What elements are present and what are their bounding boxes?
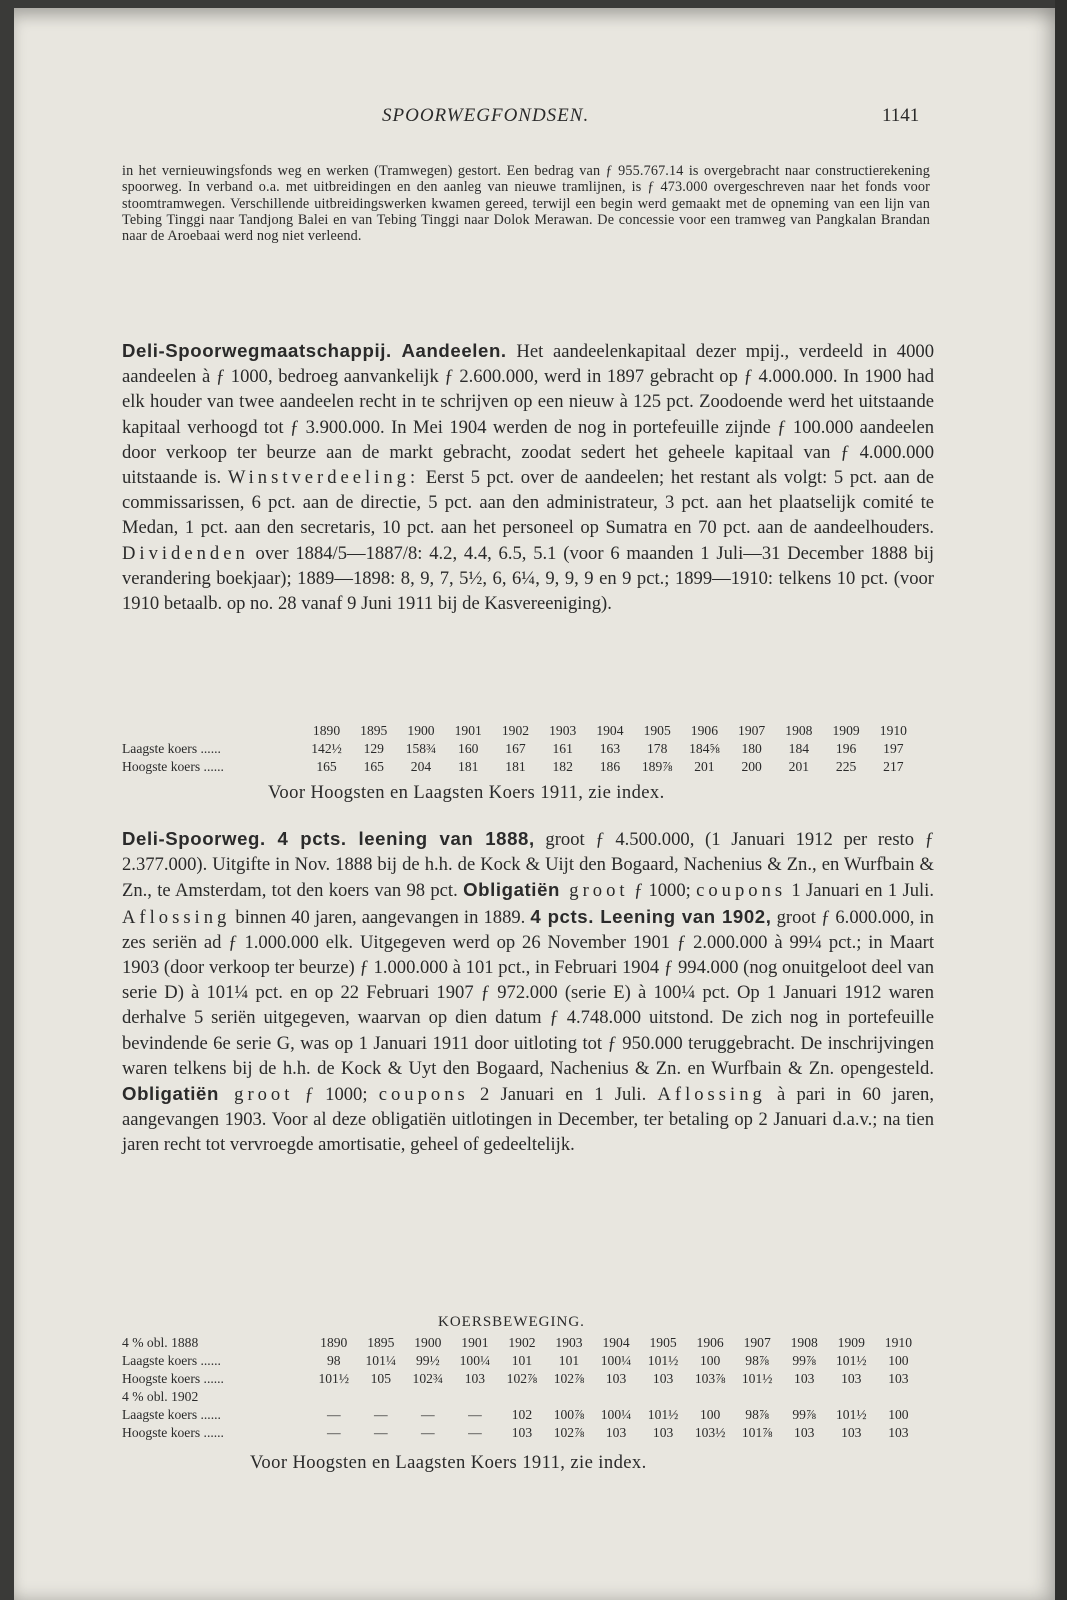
section2-text: à pari in 60 jaren, aangevangen 1903. Voor al deze obligatiën uitlotingen in December, ter betaling op 2 Januari d.a.v.; na tien jaren recht tot vervroegde amortisatie, geheel of gedeeltelijk.	[122, 1084, 934, 1156]
value-cell: 181	[458, 759, 479, 774]
year-cell: 1904	[596, 723, 624, 738]
book-page	[14, 8, 1060, 1600]
year-cell: 1895	[367, 1335, 395, 1350]
value-cell: 184	[788, 741, 810, 756]
value-cell: 105	[370, 1371, 391, 1386]
section-deli-spoorweg-leening	[122, 826, 934, 1158]
section2-text: ƒ 1000;	[293, 1084, 379, 1106]
row-label: Hoogste koers ......	[122, 759, 224, 774]
value-cell: 100⅞	[553, 1407, 585, 1422]
year-cell: 1901	[461, 1335, 489, 1350]
year-cell: 1890	[320, 1335, 348, 1350]
year-cell: 1908	[790, 1335, 818, 1350]
table-row	[122, 1370, 922, 1388]
value-cell: 100	[699, 1407, 721, 1422]
value-cell: 99⅞	[792, 1407, 817, 1422]
value-cell: 182	[552, 759, 573, 774]
value-cell: 103	[464, 1371, 486, 1386]
value-cell: 101½	[835, 1353, 867, 1368]
index-note: Voor Hoogsten en Laagsten Koers 1911, zie index.	[250, 1452, 647, 1473]
value-cell: —	[326, 1407, 341, 1422]
year-cell: 1906	[690, 723, 718, 738]
koers-table-obligaties	[122, 1334, 922, 1442]
page-number: 1141	[882, 105, 920, 126]
value-cell: 142½	[311, 741, 342, 756]
row-label: Laagste koers ......	[122, 741, 221, 756]
value-cell: 99⅞	[792, 1353, 817, 1368]
spaced-word: Aflossing	[122, 906, 231, 928]
value-cell: 98⅞	[745, 1407, 770, 1422]
value-cell: 161	[552, 741, 573, 756]
section2-text: 2 Januari en 1 Juli.	[468, 1084, 658, 1106]
section1-text-a: Het aandeelenkapitaal dezer mpij., verdeeld in 4000 aandeelen à ƒ 1000, bedroeg aanvankelijk ƒ 2.600.000, werd in 1897 gebracht op ƒ 4.000.000. In 1900 had elk houder van twee aandeelen recht in te schrijven op een nieuw à 125 pct. Zoodoende werd het uitstaande kapitaal verhoogd tot ƒ 3.900.000. In Mei 1904 werden de nog in portefeuille zijnde ƒ 100.000 aandeelen door verkoop ter beurze aan de markt gebracht, zoodat sedert het geheele kapitaal van ƒ 4.000.000 uitstaande is.	[122, 341, 934, 489]
value-cell: —	[468, 1407, 482, 1422]
year-cell: 1908	[785, 723, 813, 738]
value-cell: 129	[363, 741, 384, 756]
value-cell: 101	[558, 1353, 580, 1368]
row-label: 4 % obl. 1902	[122, 1389, 199, 1404]
year-cell: 1901	[454, 723, 482, 738]
value-cell: —	[421, 1425, 435, 1440]
section1-paragraph	[122, 338, 934, 616]
koers-table-aandeelen	[122, 722, 917, 776]
value-cell: 101¼	[365, 1353, 397, 1368]
leening-1902-heading: 4 pcts. Leening van 1902,	[530, 905, 772, 927]
section1-text-c: over 1884/5—1887/8: 4.2, 4.4, 6.5, 5.1 (voor 6 maanden 1 Juli—31 December 1888 bij verandering boekjaar); 1889—1898: 8, 9, 7, 5½, 6, 6¼, 9, 9, 9 en 9 pct.; 1899—1910: telkens 10 pct. (voor 1910 betaalb. op no. 28 vanaf 9 Juni 1911 bij de Kasvereeniging).	[122, 542, 934, 615]
year-cell: 1900	[414, 1335, 442, 1350]
section1-text-b: Eerst 5 pct. over de aandeelen; het restant als volgt: 5 pct. aan de commissarissen, 6 pct. aan de directie, 5 pct. aan den administrateur, 3 pct. aan het plaatselijk comité te Medan, 1 pct. aan den secretaris, 10 pct. aan het personeel op Sumatra en 70 pct. aan de aandeelhouders.	[122, 467, 934, 539]
table-header-row	[122, 722, 917, 740]
value-cell: 101½	[835, 1407, 867, 1422]
table-row	[122, 1406, 922, 1424]
value-cell: 103	[652, 1371, 674, 1386]
value-cell: 178	[646, 741, 668, 756]
value-cell: 201	[694, 759, 715, 774]
value-cell: 98	[326, 1353, 341, 1368]
page-header	[14, 105, 1060, 135]
value-cell: 103	[605, 1425, 627, 1440]
value-cell: 99½	[415, 1353, 440, 1368]
value-cell: 103	[841, 1425, 862, 1440]
value-cell: 103½	[694, 1425, 726, 1440]
scan-edge	[1055, 0, 1067, 1600]
spaced-word: coupons	[696, 880, 787, 902]
section2-text: 1 Januari en 1 Juli.	[786, 880, 934, 902]
section1-subheading: Aandeelen.	[401, 340, 507, 361]
value-cell: —	[374, 1425, 388, 1440]
value-cell: 200	[741, 759, 762, 774]
row-label: Hoogste koers ......	[122, 1371, 224, 1386]
section1-spaced-a: Winstverdeeling:	[227, 467, 420, 489]
value-cell: —	[421, 1407, 435, 1422]
value-cell: 201	[788, 759, 810, 774]
spaced-word: Aflossing	[657, 1084, 766, 1106]
index-note: Voor Hoogsten en Laagsten Koers 1911, zie index.	[268, 782, 665, 803]
value-cell: 181	[505, 759, 526, 774]
section1-spaced-b: Dividenden	[122, 542, 249, 564]
intro-text: in het vernieuwingsfonds weg en werken (Tramwegen) gestort. Een bedrag van ƒ 955.767.14 is overgebracht naar constructierekening spoorweg. In verband o.a. met uitbreidingen en den aanleg van nieuwe tramlijnen, is ƒ 473.000 overgeschreven naar het fonds voor stoomtramwegen. Verschillende uitbreidingswerken kwamen gereed, terwijl een begin werd gemaakt met de opneming van een lijn van Tebing Tinggi naar Tandjong Balei en van Tebing Tinggi naar Dolok Merawan. De concessie voor een tramweg van Pangkalan Brandan naar de Aroebaai werd nog niet verleend.	[122, 163, 930, 245]
value-cell: 100	[888, 1407, 909, 1422]
value-cell: 103	[511, 1425, 533, 1440]
section-deli-spoorwegmaatschappij	[122, 338, 934, 616]
year-cell: 1895	[360, 723, 388, 738]
value-cell: 165	[363, 759, 384, 774]
value-cell: —	[374, 1407, 388, 1422]
value-cell: 184⅝	[689, 741, 720, 756]
value-cell: 98⅞	[745, 1353, 770, 1368]
year-cell: 1904	[602, 1335, 630, 1350]
value-cell: 103	[605, 1371, 627, 1386]
value-cell: 102	[511, 1407, 533, 1422]
spaced-word: coupons	[378, 1084, 469, 1106]
year-cell: 1909	[837, 1335, 865, 1350]
value-cell: 100	[699, 1353, 721, 1368]
year-cell: 1907	[743, 1335, 771, 1350]
value-cell: 197	[883, 741, 904, 756]
value-cell: 180	[741, 741, 762, 756]
year-cell: 1905	[643, 723, 671, 738]
obligatien-heading: Obligatiën	[122, 1083, 219, 1105]
empty-cell	[310, 1388, 922, 1406]
section2-paragraph	[122, 826, 934, 1158]
year-cell: 1910	[884, 1335, 912, 1350]
year-cell: 1900	[407, 723, 435, 738]
value-cell: 102¾	[412, 1371, 444, 1386]
value-cell: 103	[888, 1371, 909, 1386]
table-corner	[122, 722, 303, 740]
value-cell: 196	[835, 741, 857, 756]
year-cell: 1890	[312, 723, 341, 738]
section2-text: ƒ 1000;	[628, 880, 697, 902]
value-cell: 103⅞	[694, 1371, 726, 1386]
value-cell: 186	[599, 759, 621, 774]
value-cell: 217	[883, 759, 904, 774]
value-cell: 100¼	[459, 1353, 491, 1368]
value-cell: 101	[511, 1353, 533, 1368]
year-cell: 1905	[649, 1335, 677, 1350]
section2-text: groot ƒ 4.500.000, (1 Januari 1912 per resto ƒ 2.377.000). Uitgifte in Nov. 1888 bij de h.h. de Kock & Uijt den Bogaard, Nachenius & Zn., en Wurfbain & Zn., te Amsterdam, tot den koers van 98 pct.	[122, 829, 934, 902]
value-cell: 101⅞	[741, 1425, 773, 1440]
value-cell: 101½	[318, 1371, 350, 1386]
value-cell: 167	[505, 741, 526, 756]
year-cell: 1903	[549, 723, 577, 738]
row-label: Laagste koers ......	[122, 1407, 221, 1422]
value-cell: 103	[794, 1425, 815, 1440]
row-label: Laagste koers ......	[122, 1353, 221, 1368]
section1-heading: Deli-Spoorwegmaatschappij.	[122, 340, 392, 361]
year-cell: 1903	[555, 1335, 583, 1350]
table-row	[122, 740, 917, 758]
section2-text: binnen 40 jaren, aangevangen in 1889.	[230, 906, 531, 928]
year-cell: 1907	[738, 723, 766, 738]
value-cell: 101½	[741, 1371, 773, 1386]
table-row	[122, 1388, 922, 1406]
table-row	[122, 1424, 922, 1442]
value-cell: 158¾	[405, 741, 437, 756]
value-cell: 204	[410, 759, 432, 774]
running-title: SPOORWEGFONDSEN.	[382, 105, 590, 126]
koersbeweging-heading: KOERSBEWEGING.	[438, 1314, 585, 1330]
value-cell: —	[326, 1425, 341, 1440]
value-cell: 160	[458, 741, 479, 756]
value-cell: 100	[888, 1353, 909, 1368]
value-cell: 189⅞	[641, 759, 673, 774]
value-cell: 100¼	[600, 1407, 632, 1422]
year-cell: 1902	[501, 723, 530, 738]
value-cell: 163	[599, 741, 621, 756]
value-cell: 102⅞	[553, 1425, 585, 1440]
value-cell: 100¼	[600, 1353, 632, 1368]
value-cell: 225	[835, 759, 857, 774]
intro-paragraph	[122, 163, 930, 244]
table-row	[122, 758, 917, 776]
value-cell: 103	[841, 1371, 862, 1386]
spaced-word: groot	[559, 880, 629, 902]
value-cell: 103	[652, 1425, 674, 1440]
value-cell: 165	[316, 759, 337, 774]
spaced-word: groot	[218, 1084, 294, 1106]
value-cell: 103	[888, 1425, 909, 1440]
table-header-row	[122, 1334, 922, 1352]
value-cell: 102⅞	[553, 1371, 585, 1386]
row-label: 4 % obl. 1888	[122, 1335, 199, 1350]
row-label: Hoogste koers ......	[122, 1425, 224, 1440]
value-cell: 101½	[647, 1407, 679, 1422]
year-cell: 1909	[832, 723, 860, 738]
year-cell: 1906	[696, 1335, 724, 1350]
value-cell: —	[468, 1425, 482, 1440]
section2-heading: Deli-Spoorweg. 4 pcts. leening van 1888,	[122, 828, 535, 849]
obligatien-heading: Obligatiën	[463, 879, 560, 901]
year-cell: 1902	[508, 1335, 536, 1350]
value-cell: 101½	[647, 1353, 679, 1368]
section2-text: groot ƒ 6.000.000, in zes seriën ad ƒ 1.000.000 elk. Uitgegeven werd op 26 November 1901 ƒ 2.000.000 à 99¼ pct.; in Maart 1903 (door verkoop ter beurze) ƒ 1.000.000 à 101 pct., in Februari 1904 ƒ 994.000 (nog onuitgeloot deel van serie D) à 101¼ pct. en op 22 Februari 1907 ƒ 972.000 (serie E) à 100¼ pct. Op 1 Januari 1912 waren derhalve 5 seriën uitgegeven, waarvan op dien datum ƒ 4.748.000 uitstond. De zich nog in portefeuille bevindende 6e serie G, was op 1 Januari 1911 door uitloting tot ƒ 950.000 teruggebracht. De inschrijvingen waren telkens bij de h.h. de Kock & Uyt den Bogaard, Nachenius & Zn. en Wurfbain & Zn. opengesteld.	[122, 906, 934, 1079]
table-row	[122, 1352, 922, 1370]
value-cell: 103	[794, 1371, 815, 1386]
year-cell: 1910	[879, 723, 907, 738]
value-cell: 102⅞	[506, 1371, 538, 1386]
